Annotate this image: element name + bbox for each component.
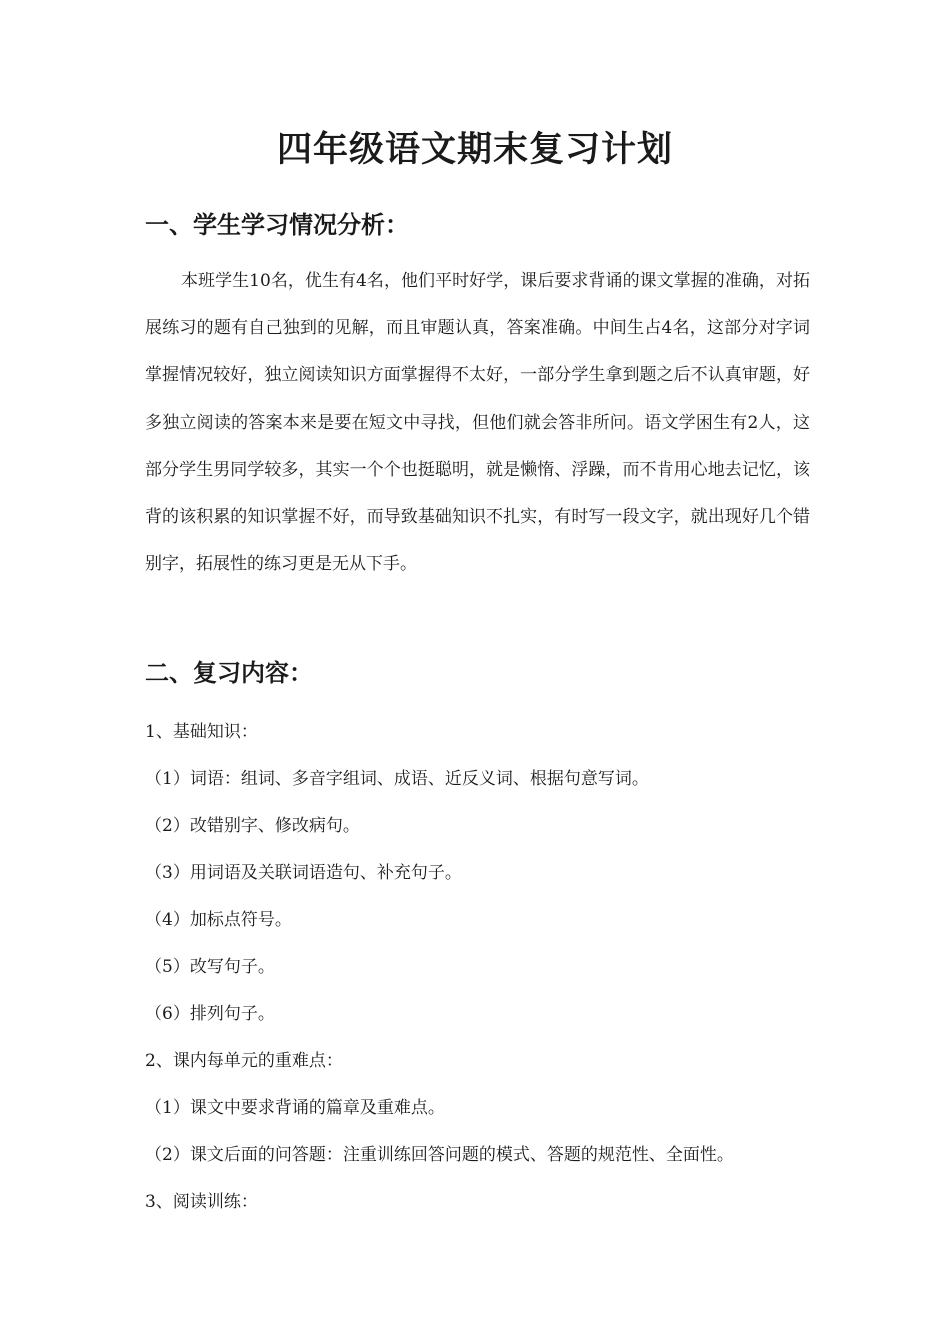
section-heading-content: 二、复习内容：	[145, 659, 313, 687]
list-item: （1）词语：组词、多音字组词、成语、近反义词、根据句意写词。	[145, 769, 649, 789]
list-item: （2）改错别字、修改病句。	[145, 816, 360, 836]
section-heading-analysis: 一、学生学习情况分析：	[145, 211, 409, 239]
list-item: 3、阅读训练：	[145, 1192, 258, 1212]
list-item: 2、课内每单元的重难点：	[145, 1051, 343, 1071]
list-item: （3）用词语及关联词语造句、补充句子。	[145, 863, 462, 883]
list-item: （5）改写句子。	[145, 957, 275, 977]
document-title: 四年级语文期末复习计划	[276, 130, 673, 170]
list-item: （2）课文后面的问答题：注重训练回答问题的模式、答题的规范性、全面性。	[145, 1145, 734, 1165]
list-item: （6）排列句子。	[145, 1004, 275, 1024]
list-item: （4）加标点符号。	[145, 910, 292, 930]
analysis-paragraph: 本班学生10名，优生有4名，他们平时好学，课后要求背诵的课文掌握的准确，对拓展练习的题有自己独到的见解，而且审题认真，答案准确。中间生占4名，这部分对字词掌握情况较好，独立阅读知识方面掌握得不太好，一部分学生拿到题之后不认真审题，好多独立阅读的答案本来是要在短文中寻找，但他们就会答非所问。语文学困生有2人，这部分学生男同学较多，其实一个个也挺聪明，就是懒惰、浮躁，而不肯用心地去记忆，该背的该积累的知识掌握不好，而导致基础知识不扎实，有时写一段文字，就出现好几个错别字，拓展性的练习更是无从下手。	[145, 271, 810, 575]
list-item: （1）课文中要求背诵的篇章及重难点。	[145, 1098, 445, 1118]
list-item: 1、基础知识：	[145, 722, 258, 742]
